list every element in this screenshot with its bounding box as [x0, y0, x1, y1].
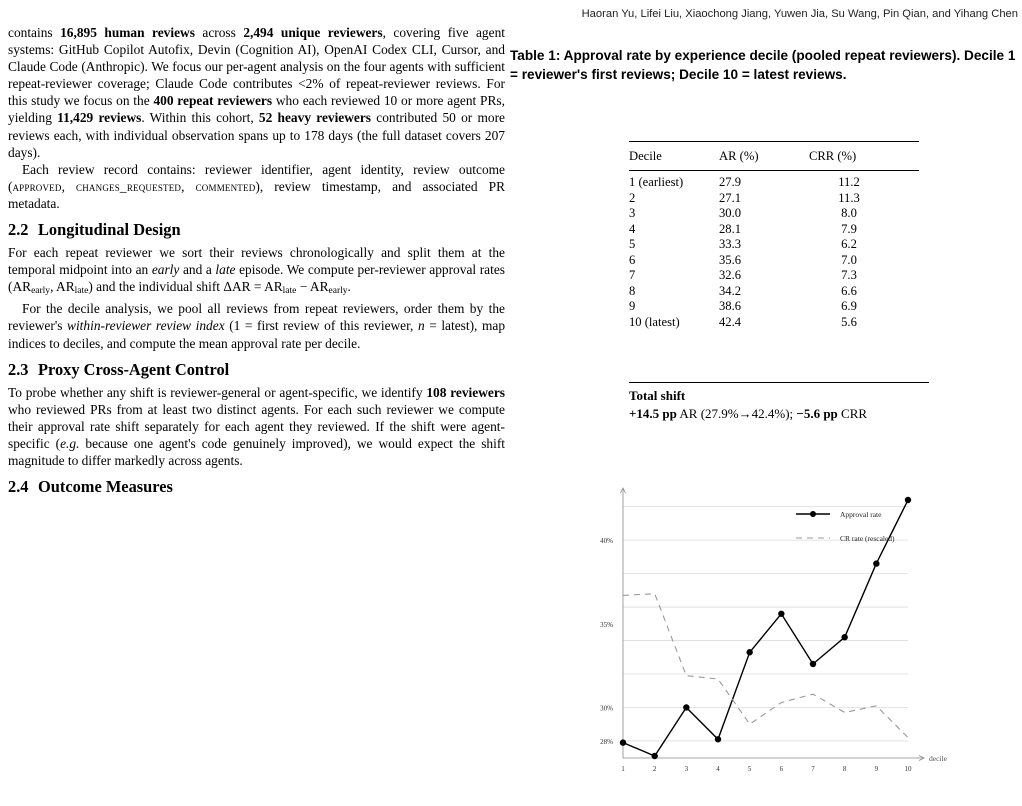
x-tick-label: 5	[747, 765, 752, 773]
text: ,	[61, 178, 77, 194]
text: who each reviewed 10 or more agent PRs, yielding	[8, 93, 505, 126]
data-point	[778, 611, 784, 617]
subscript: early	[31, 286, 51, 297]
ar-shift-value: +14.5 pp	[629, 406, 677, 421]
table-row	[629, 253, 919, 269]
left-column	[8, 24, 505, 501]
y-tick-label: 30%	[600, 704, 613, 713]
total-shift-label: Total shift	[629, 388, 686, 403]
table-cell: 27.1	[719, 190, 742, 205]
small-caps-text: commented	[195, 178, 256, 194]
table-cell: 6.9	[841, 299, 857, 314]
data-point	[620, 739, 626, 745]
x-tick-label: 4	[716, 765, 720, 773]
table-row	[629, 191, 919, 207]
text: = latest), map indices to deciles, and compute the mean approval rate per decile.	[8, 318, 506, 351]
table-cell: 35.6	[719, 252, 742, 267]
subscript: late	[282, 286, 297, 297]
table-cell: 27.9	[719, 175, 742, 190]
italic-text: e.g.	[60, 435, 80, 451]
x-tick-label: 1	[621, 765, 625, 773]
table-cell: 8.0	[841, 206, 857, 221]
text: who reviewed PRs from at least two distinct agents. For each such reviewer we compute their approval rate shift separately for each agent they reviewed. If the shift were agent-specific (	[8, 401, 505, 451]
legend-label: CR rate (rescaled)	[840, 534, 895, 543]
section-title: Outcome Measures	[38, 477, 173, 497]
table-cell: 28.1	[719, 221, 742, 236]
text: .	[347, 279, 351, 295]
table-cell: 5.6	[841, 314, 857, 329]
table-cell: 1 (earliest)	[629, 175, 684, 190]
table-cell: 11.3	[838, 190, 860, 205]
data-point	[905, 497, 911, 503]
text: contains	[8, 25, 61, 40]
table-row	[629, 206, 919, 222]
data-point	[810, 661, 816, 667]
text: episode. We compute per-reviewer approval rates (AR	[8, 262, 505, 295]
section-heading-2-4	[8, 477, 505, 497]
text: Each review record contains: reviewer identifier, agent identity, review outcome (	[8, 161, 505, 194]
section-number: 2.3	[8, 359, 29, 379]
column-header: Decile	[629, 142, 719, 171]
text: CRR	[837, 406, 868, 421]
bold-text: 2,494 unique reviewers	[243, 25, 383, 40]
table-row	[629, 237, 919, 253]
table-cell: 4	[629, 221, 636, 236]
table-cell: 42.4	[719, 314, 742, 329]
italic-text: n	[417, 318, 425, 334]
bold-text: 52 heavy reviewers	[258, 110, 372, 126]
text: contributed 50 or more reviews each, with individual observation spans up to 178 days (the full dataset covers 207 days).	[8, 110, 505, 160]
x-tick-label: 6	[779, 765, 784, 773]
section-heading-2-2	[8, 220, 505, 240]
text: − AR	[296, 279, 329, 295]
text: because one agent's code genuinely improved), we would expect the shift magnitude to differ markedly across agents.	[8, 435, 506, 468]
bold-text: 16,895 human reviews	[60, 25, 195, 40]
decile-table	[629, 141, 919, 330]
text: For the decile analysis, we pool all reviews from repeat reviewers, order them by the reviewer's	[8, 301, 505, 334]
section-number: 2.4	[8, 477, 29, 497]
running-head: Haoran Yu, Lifei Liu, Xiaochong Jiang, Yuwen Jia, Su Wang, Pin Qian, and Yihang Chen	[581, 8, 1018, 20]
text: ), review timestamp, and associated PR metadata.	[8, 178, 505, 211]
text: . Within this cohort,	[141, 110, 259, 126]
x-tick-label: 3	[684, 765, 689, 773]
data-point	[746, 649, 752, 655]
x-tick-label: 7	[811, 765, 815, 773]
text: ) and the individual shift ΔAR = AR	[88, 279, 283, 295]
table-cell: 6.2	[841, 237, 857, 252]
section-title: Longitudinal Design	[38, 220, 181, 240]
italic-text: early	[151, 262, 180, 278]
total-shift	[629, 382, 929, 423]
table-row	[629, 171, 919, 191]
table-header-row	[629, 142, 919, 171]
table-row	[629, 299, 919, 315]
bold-text: 400 repeat reviewers	[153, 93, 273, 109]
crr-shift-value: −5.6 pp	[796, 406, 838, 421]
italic-text: within-reviewer review index	[67, 318, 225, 334]
table-cell: 6	[629, 252, 636, 267]
x-tick-label: 2	[652, 765, 657, 773]
table-cell: 34.2	[719, 283, 742, 298]
table-row	[629, 284, 919, 300]
data-point	[683, 704, 689, 710]
table-row	[629, 315, 919, 331]
legend-label: Approval rate	[840, 510, 882, 519]
y-tick-label: 35%	[600, 620, 613, 629]
text: across	[194, 25, 244, 40]
section-heading-2-3	[8, 360, 505, 380]
table-cell: 9	[629, 299, 636, 314]
text: (1 = first review of this reviewer,	[224, 318, 418, 334]
data-point	[841, 634, 847, 640]
table-cell: 6.6	[841, 283, 857, 298]
subscript: early	[328, 286, 348, 297]
column-header: CRR (%)	[779, 142, 919, 171]
table-cell: 5	[629, 237, 636, 252]
subscript: late	[74, 286, 89, 297]
cr-rate-line	[623, 594, 908, 738]
table-row	[629, 268, 919, 284]
paragraph-longitudinal	[8, 244, 505, 300]
x-tick-label: 9	[874, 765, 879, 773]
bold-text: 11,429 reviews	[57, 110, 142, 126]
table-cell: 33.3	[719, 237, 742, 252]
text: ,	[181, 178, 196, 194]
table-cell: 10 (latest)	[629, 314, 680, 329]
table-cell: 38.6	[719, 299, 742, 314]
data-point	[651, 753, 657, 759]
text: For each repeat reviewer we sort their reviews chronologically and split them at the temporal midpoint into an	[8, 245, 505, 278]
table-cell: 32.6	[719, 268, 742, 283]
small-caps-text: changes_requested	[76, 178, 182, 194]
text: , covering five agent systems: GitHub Copilot Autofix, Devin (Cognition AI), OpenAI Codex CLI, Cursor, and Claude Code (Anthropic). We focus our per-agent analysis on the four agents with sufficient repeat-reviewer coverage; Claude Code contributes <2% of repeat-reviewer reviews. For this study we focus on the	[8, 25, 505, 109]
table-cell: 7.3	[841, 268, 857, 283]
column-header: AR (%)	[719, 142, 779, 171]
bold-text: 108 reviewers	[426, 384, 505, 400]
y-tick-label: 28%	[600, 737, 613, 746]
text: , AR	[50, 279, 75, 295]
table-cell: 3	[629, 206, 636, 221]
table-cell: 2	[629, 190, 636, 205]
table-cell: 7.9	[841, 221, 857, 236]
paragraph-record	[8, 161, 505, 212]
small-caps-text: approved	[12, 178, 62, 194]
text: AR (27.9%→42.4%);	[676, 406, 797, 421]
paragraph-dataset	[8, 24, 505, 161]
text: and a	[179, 262, 216, 278]
table-cell: 30.0	[719, 206, 742, 221]
table-cell: 8	[629, 283, 636, 298]
legend-marker-approval	[810, 511, 816, 517]
y-tick-label: 40%	[600, 537, 613, 546]
x-axis-label: decile	[929, 754, 947, 763]
table-cell: 7.0	[841, 252, 857, 267]
table-cell: 11.2	[838, 175, 860, 190]
table-caption: Table 1: Approval rate by experience decile (pooled repeat reviewers). Decile 1 = reviewer's first reviews; Decile 10 = latest reviews.	[510, 48, 1016, 82]
data-point	[873, 560, 879, 566]
section-number: 2.2	[8, 220, 29, 240]
x-tick-label: 8	[842, 765, 847, 773]
section-title: Proxy Cross-Agent Control	[38, 359, 230, 379]
x-tick-label: 10	[904, 765, 912, 773]
italic-text: late	[215, 262, 236, 278]
table-row	[629, 222, 919, 238]
approval-rate-chart	[560, 480, 960, 780]
paragraph-cross-agent	[8, 384, 505, 469]
data-point	[715, 736, 721, 742]
paragraph-decile	[8, 300, 505, 351]
table-cell: 7	[629, 268, 636, 283]
text: To probe whether any shift is reviewer-general or agent-specific, we identify	[8, 384, 427, 400]
